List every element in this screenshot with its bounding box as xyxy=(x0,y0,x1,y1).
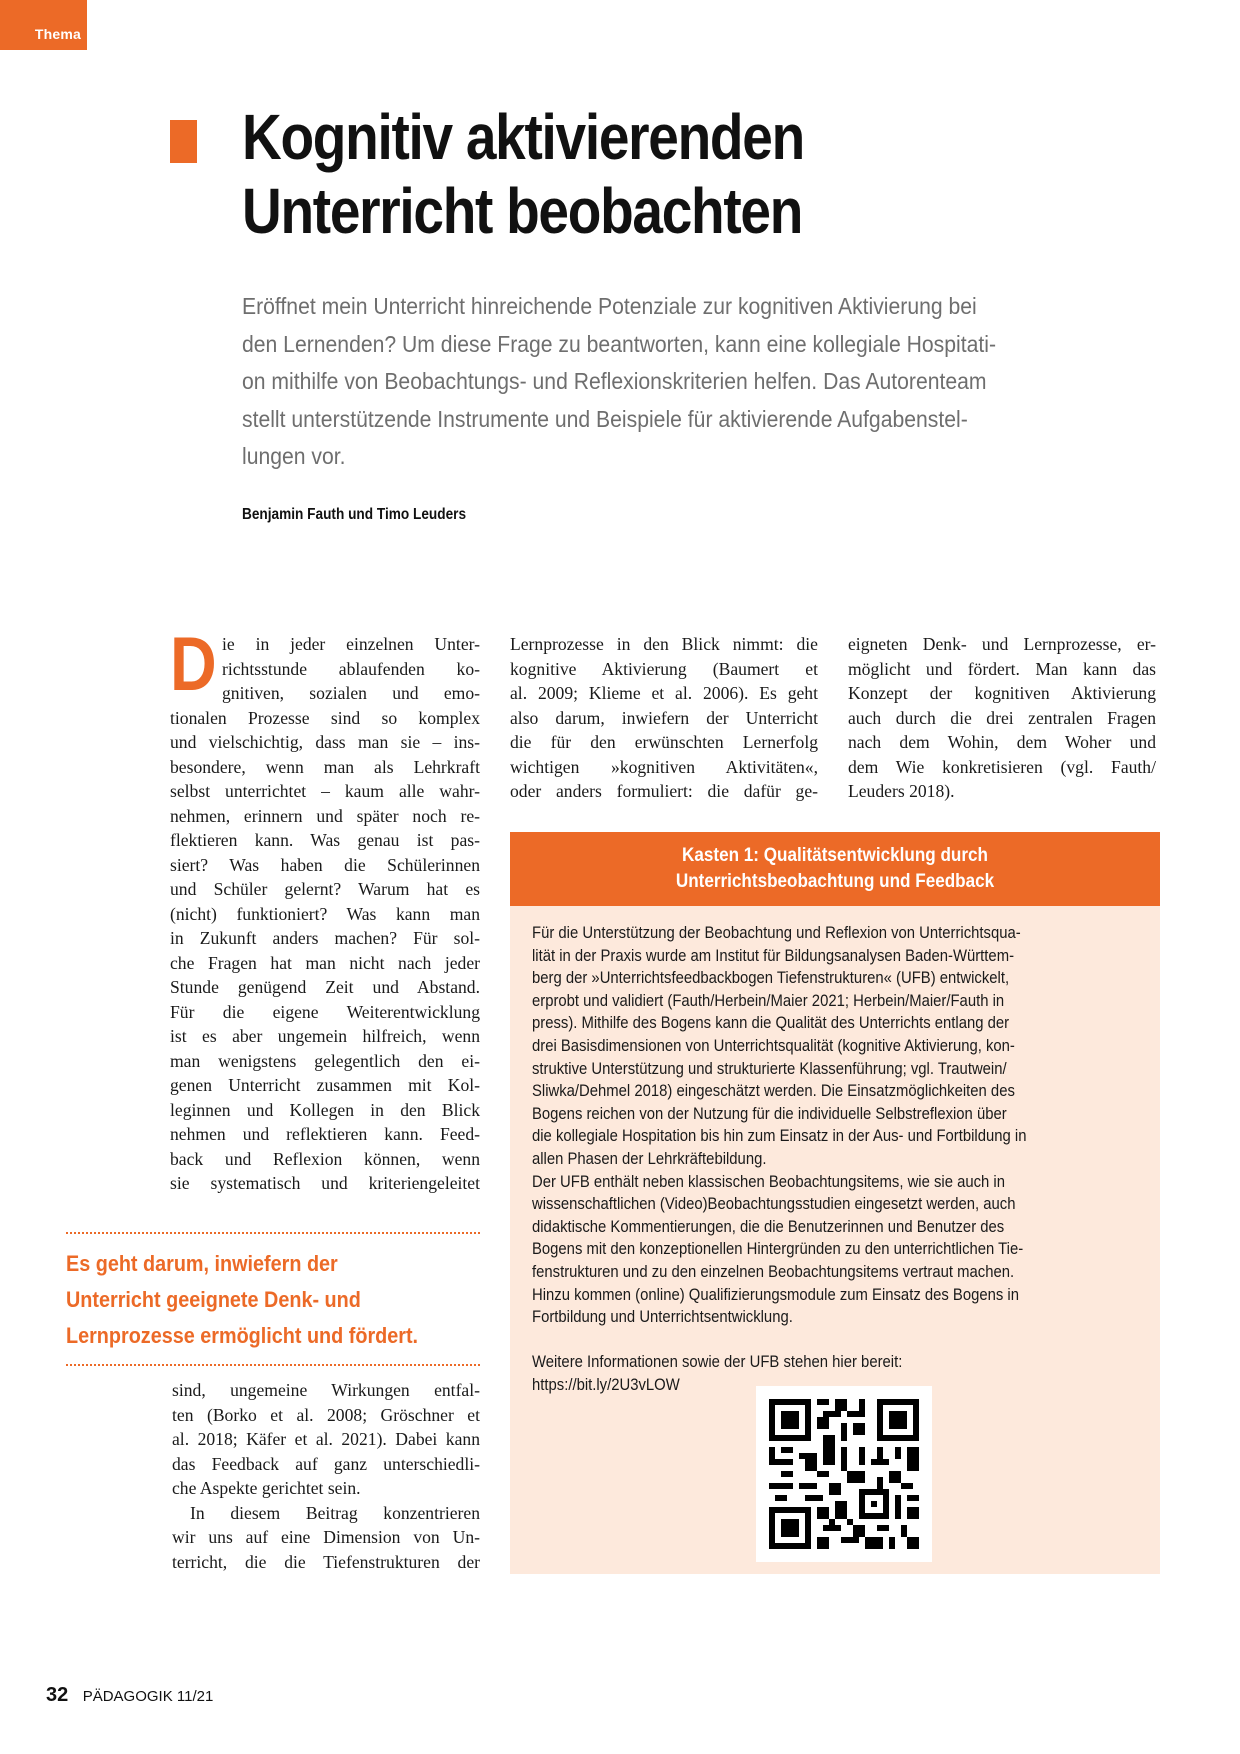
body-column-2 xyxy=(510,632,818,804)
body-line: die für den erwünschten Lernerfolg xyxy=(510,732,818,752)
title-line: Unterricht beobachten xyxy=(242,175,803,247)
info-box-body xyxy=(532,922,1090,1396)
body-column-3 xyxy=(848,632,1156,804)
body-line: sie systematisch und kriteriengeleitet xyxy=(170,1173,480,1193)
info-box-header xyxy=(510,832,1160,906)
body-line: genen Unterricht zusammen mit Kol- xyxy=(170,1075,480,1095)
lead-line: Eröffnet mein Unterricht hinreichende Potenziale zur kognitiven Aktivierung bei xyxy=(242,293,977,319)
box-line: didaktische Kommentierungen, die die Benutzerinnen und Benutzer des xyxy=(532,1217,1005,1236)
box-line: allen Phasen der Lehrkräftebildung. xyxy=(532,1149,767,1168)
body-line: eigneten Denk- und Lernprozesse, er- xyxy=(848,634,1156,654)
body-line: Konzept der kognitiven Aktivierung xyxy=(848,683,1156,703)
qr-code-graphic xyxy=(765,1399,923,1549)
body-line: oder anders formuliert: die dafür ge- xyxy=(510,781,818,801)
pull-quote xyxy=(66,1232,480,1366)
body-line: (nicht) funktioniert? Was kann man xyxy=(170,903,480,924)
box-line: lität in der Praxis wurde am Institut für Bildungsanalysen Baden-Württem- xyxy=(532,946,1015,965)
body-line: In diesem Beitrag konzentrieren xyxy=(190,1502,480,1523)
body-line: Für die eigene Weiterentwicklung xyxy=(170,1001,480,1022)
body-line: kognitive Aktivierung (Baumert et xyxy=(510,658,818,679)
body-line: siert? Was haben die Schülerinnen xyxy=(170,854,480,875)
body-line: Lernprozesse in den Blick nimmt: die xyxy=(510,634,818,654)
body-line: also darum, inwiefern der Unterricht xyxy=(510,707,818,728)
pull-quote-text xyxy=(66,1234,439,1364)
drop-cap: D xyxy=(170,622,217,707)
lead-line: stellt unterstützende Instrumente und Beispiele für aktivierende Aufgabenstel- xyxy=(242,405,968,432)
body-line: und vielschichtig, dass man sie – ins- xyxy=(170,732,480,752)
spacer xyxy=(532,1329,1090,1352)
info-link[interactable]: https://bit.ly/2U3vLOW xyxy=(532,1375,680,1394)
body-line: wichtigen »kognitiven Aktivitäten«, xyxy=(510,756,818,777)
pull-quote-line: Lernprozesse ermöglicht und fördert. xyxy=(66,1323,419,1348)
body-line: che Aspekte gerichtet sein. xyxy=(172,1478,361,1498)
pull-quote-line: Unterricht geeignete Denk- und xyxy=(66,1287,361,1312)
body-line: möglicht und fördert. Man kann das xyxy=(848,658,1156,679)
body-column-1 xyxy=(170,622,480,1196)
body-line: das Feedback auf ganz unterschiedli- xyxy=(172,1453,480,1474)
body-line: wir uns auf eine Dimension von Un- xyxy=(172,1527,480,1547)
body-line: nehmen und reflektieren kann. Feed- xyxy=(170,1124,480,1144)
body-line: sind, ungemeine Wirkungen entfal- xyxy=(172,1380,480,1400)
box-line: Fortbildung und Unterrichtsentwicklung. xyxy=(532,1308,793,1327)
body-line: besondere, wenn man als Lehrkraft xyxy=(170,756,480,777)
lead-line: lungen vor. xyxy=(242,443,346,469)
article-lead xyxy=(242,288,1033,476)
lead-line: den Lernenden? Um diese Frage zu beantworten, kann eine kollegiale Hospitati- xyxy=(242,330,997,357)
body-line: und Schüler gelernt? Warum hat es xyxy=(170,879,480,899)
info-box-title-line: Kasten 1: Qualitätsentwicklung durch xyxy=(682,845,988,866)
body-column-1-continued xyxy=(172,1378,480,1574)
body-line: ie in jeder einzelnen Unter- xyxy=(222,634,480,654)
box-line: Für die Unterstützung der Beobachtung und Reflexion von Unterrichtsqua- xyxy=(532,924,1021,942)
journal-issue: PÄDAGOGIK 11/21 xyxy=(82,1688,214,1705)
pull-quote-divider-bottom xyxy=(66,1364,480,1366)
box-line: erprobt und validiert (Fauth/Herbein/Maier 2021; Herbein/Maier/Fauth in xyxy=(532,991,1005,1010)
section-label: Thema xyxy=(34,26,81,42)
body-line: al. 2018; Käfer et al. 2021). Dabei kann xyxy=(172,1429,480,1449)
body-line: selbst unterrichtet – kaum alle wahr- xyxy=(170,781,480,801)
body-line: ten (Borko et al. 2008; Gröschner et xyxy=(172,1404,480,1425)
body-line: back und Reflexion können, wenn xyxy=(170,1148,480,1169)
box-line: die kollegiale Hospitation bis hin zum Einsatz in der Aus- und Fortbildung in xyxy=(532,1127,1027,1146)
qr-code-icon[interactable] xyxy=(756,1386,932,1562)
box-line: Bogens mit den konzeptionellen Hintergründen zu den unterrichtlichen Tie- xyxy=(532,1240,1024,1259)
body-line: nach dem Wohin, dem Woher und xyxy=(848,732,1156,752)
box-line: wissenschaftlichen (Video)Beobachtungsstudien eingesetzt werden, auch xyxy=(532,1195,1016,1214)
body-line: nehmen, erinnern und später noch re- xyxy=(170,805,480,826)
body-line: ist es aber ungemein hilfreich, wenn xyxy=(170,1026,480,1046)
info-box-title-line: Unterrichtsbeobachtung und Feedback xyxy=(675,871,995,892)
body-line: terricht, die die Tiefenstrukturen der xyxy=(172,1551,480,1572)
body-line: leginnen und Kollegen in den Blick xyxy=(170,1099,480,1120)
article-authors: Benjamin Fauth und Timo Leuders xyxy=(242,506,467,523)
page-footer xyxy=(46,1684,213,1707)
body-line: dem Wie konkretisieren (vgl. Fauth/ xyxy=(848,756,1156,777)
body-line: man wenigstens gelegentlich den ei- xyxy=(170,1050,480,1071)
box-line: Der UFB enthält neben klassischen Beobachtungsitems, wie sie auch in xyxy=(532,1172,1005,1191)
box-line: Hinzu kommen (online) Qualifizierungsmodule zum Einsatz des Bogens in xyxy=(532,1285,1019,1304)
article-title xyxy=(242,100,804,248)
body-line: auch durch die drei zentralen Fragen xyxy=(848,707,1156,728)
box-line: press). Mithilfe des Bogens kann die Qualität des Unterrichts entlang der xyxy=(532,1014,1010,1033)
box-line: drei Basisdimensionen von Unterrichtsqualität (kognitive Aktivierung, kon- xyxy=(532,1036,1015,1055)
body-line: Stunde genügend Zeit und Abstand. xyxy=(170,977,480,997)
body-line: Leuders 2018). xyxy=(848,781,955,801)
body-line: al. 2009; Klieme et al. 2006). Es geht xyxy=(510,683,818,703)
info-line: Weitere Informationen sowie der UFB stehen hier bereit: xyxy=(532,1353,903,1372)
pull-quote-line: Es geht darum, inwiefern der xyxy=(66,1251,338,1276)
box-line: struktive Unterstützung und strukturierte Klassenführung; vgl. Trautwein/ xyxy=(532,1059,1007,1078)
lead-line: on mithilfe von Beobachtungs- und Reflexionskriterien helfen. Das Autorenteam xyxy=(242,368,987,394)
box-line: berg der »Unterrichtsfeedbackbogen Tiefenstrukturen« (UFB) entwickelt, xyxy=(532,969,1010,988)
box-line: Bogens reichen von der Nutzung für die individuelle Selbstreflexion über xyxy=(532,1104,1007,1123)
body-line: gnitiven, sozialen und emo- xyxy=(222,683,480,703)
box-line: fenstrukturen und zu den einzelnen Beobachtungsitems vertraut machen. xyxy=(532,1262,1015,1281)
section-tab xyxy=(0,0,87,50)
body-line: in Zukunft anders machen? Für sol- xyxy=(170,928,480,948)
box-line: Sliwka/Dehmel 2018) eingeschätzt werden. Die Einsatzmöglichkeiten des xyxy=(532,1082,1015,1101)
body-line: richtsstunde ablaufenden ko- xyxy=(222,658,480,679)
body-line: tionalen Prozesse sind so komplex xyxy=(170,707,480,728)
body-line: che Fragen hat man nicht nach jeder xyxy=(170,952,480,973)
page-number: 32 xyxy=(46,1684,69,1706)
title-marker-square xyxy=(170,120,197,163)
title-line: Kognitiv aktivierenden xyxy=(242,101,804,173)
body-line: flektieren kann. Was genau ist pas- xyxy=(170,830,480,850)
